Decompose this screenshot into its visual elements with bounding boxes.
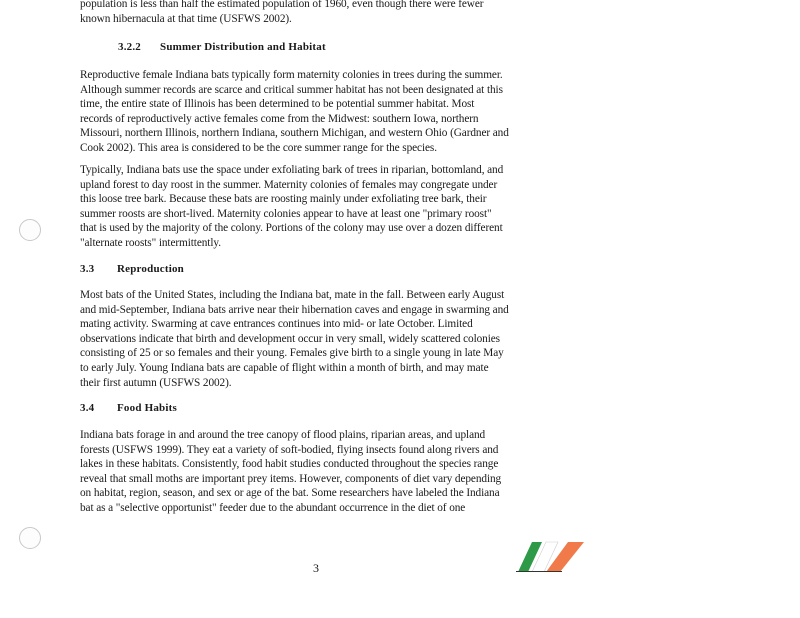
section-heading-3-4 (80, 402, 177, 414)
text-line: summer roosts are short-lived. Maternity colonies appear to have at least one "primary roost" (80, 207, 492, 220)
text-line: consisting of 25 or so females and their young. Females give birth to a single young in late May (80, 347, 504, 360)
text-line: Missouri, northern Illinois, northern Indiana, southern Michigan, and western Ohio (Gardner and (80, 127, 509, 140)
page-number: 3 (313, 561, 319, 575)
text-line: bat as a "selective opportunist" feeder due to the abundant occurrence in the diet of one (80, 501, 466, 514)
text-line: reveal that small moths are important prey items. However, components of diet vary depending (80, 472, 502, 485)
punch-hole (19, 219, 41, 241)
text-line: upland forest to day roost in the summer. Maternity colonies of females may congregate under (80, 178, 498, 191)
text-line: observations indicate that birth and development occur in very small, widely scattered colonies (80, 332, 500, 345)
section-title: Food Habits (117, 402, 177, 414)
text-line: Although summer records are scarce and critical summer habitat has not been designated at this (80, 83, 503, 96)
text-line: Reproductive female Indiana bats typically form maternity colonies in trees during the summer. (80, 69, 503, 81)
section-heading-3-3 (80, 263, 184, 275)
punch-hole (19, 527, 41, 549)
text-line: "alternate roosts" intermittently. (80, 236, 221, 249)
paragraph-summer-2 (80, 163, 552, 251)
text-line: known hibernacula at that time (USFWS 2002). (80, 12, 292, 25)
text-line: Most bats of the United States, including the Indiana bat, mate in the fall. Between early August (80, 289, 505, 301)
text-line: to early July. Young Indiana bats are capable of flight within a month of birth, and may mate (80, 361, 489, 374)
section-number: 3.2.2 (118, 41, 141, 53)
section-title: Reproduction (117, 263, 184, 275)
logo-stripes (514, 538, 586, 572)
text-line: this loose tree bark. Because these bats are roosting mainly under exfoliating tree bark, their (80, 193, 487, 206)
text-line: their first autumn (USFWS 2002). (80, 376, 232, 389)
text-line: that is used by the majority of the colony. Portions of the colony may use over a dozen different (80, 222, 503, 235)
paragraph-reproduction (80, 288, 552, 390)
section-number: 3.3 (80, 263, 95, 275)
paragraph-food-habits (80, 428, 552, 516)
text-line: Cook 2002). This area is considered to be the core summer range for the species. (80, 141, 437, 154)
text-line: time, the entire state of Illinois has been determined to be potential summer habitat. Most (80, 98, 475, 111)
text-line: population is less than half the estimated population of 1960, even though there were fewer (80, 0, 484, 10)
paragraph-summer-1 (80, 68, 552, 156)
section-heading-3-2-2 (118, 41, 326, 53)
text-line: on habitat, region, season, and sex or age of the bat. Some researchers have labeled the Indiana (80, 487, 500, 500)
section-number: 3.4 (80, 402, 95, 414)
section-title: Summer Distribution and Habitat (160, 41, 326, 53)
text-line: mating activity. Swarming at cave entrances continues into mid- or late October. Limited (80, 318, 473, 331)
text-line: and mid-September, Indiana bats arrive near their hibernation caves and engage in swarming and (80, 303, 509, 316)
text-line: records of reproductively active females come from the Midwest: southern Iowa, northern (80, 112, 479, 125)
text-line: Typically, Indiana bats use the space under exfoliating bark of trees in riparian, bottomland, and (80, 164, 504, 176)
text-line: lakes in these habitats. Consistently, food habit studies conducted throughout the species range (80, 458, 499, 471)
text-line: forests (USFWS 1999). They eat a variety of soft-bodied, flying insects found along rivers and (80, 443, 499, 456)
intro-paragraph (80, 0, 552, 26)
text-line: Indiana bats forage in and around the tree canopy of flood plains, riparian areas, and upland (80, 429, 486, 441)
